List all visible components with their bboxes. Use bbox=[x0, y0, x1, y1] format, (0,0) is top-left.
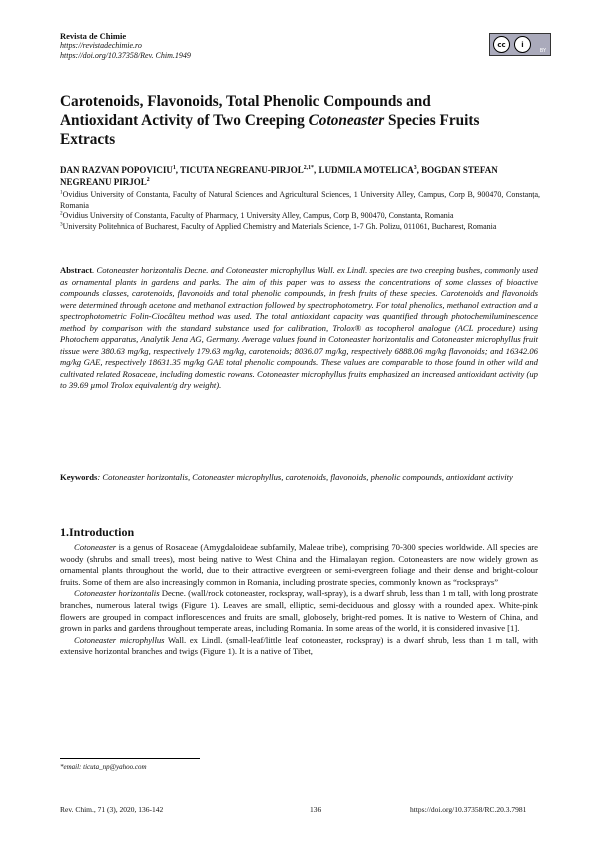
title-part1: Carotenoids, Flavonoids, Total Phenolic Compounds and Antioxidant Activity of Two Creeping bbox=[60, 93, 431, 129]
italic-term: Cotoneaster microphyllus bbox=[74, 634, 165, 645]
aff-sup: 1 bbox=[60, 189, 63, 196]
italic-term: Cotoneaster horizontalis bbox=[74, 588, 160, 599]
journal-name: Revista de Chimie bbox=[60, 31, 127, 41]
intro-body bbox=[60, 542, 538, 658]
aff-sup: 2 bbox=[60, 210, 63, 217]
paper-title bbox=[60, 92, 500, 149]
aff-text: University Politehnica of Bucharest, Faculty of Applied Chemistry and Materials Science, 1-7 Gh. Polizu, 011061, Bucharest, Romania bbox=[62, 221, 497, 231]
title-part2: Species Fruits Extracts bbox=[60, 112, 480, 148]
keywords-text: : Cotoneaster horizontalis, Cotoneaster microphyllus, carotenoids, flavonoids, phenolic compounds, antioxidant activity bbox=[97, 472, 513, 482]
author-sep: , bbox=[175, 165, 181, 175]
title-italic: Cotoneaster bbox=[308, 112, 385, 129]
journal-header bbox=[60, 31, 191, 61]
italic-term: Cotoneaster bbox=[74, 542, 117, 552]
section-heading: 1.Introduction bbox=[60, 525, 135, 539]
journal-doi[interactable]: https://doi.org/10.37358/Rev. Chim.1949 bbox=[60, 51, 191, 60]
author: DAN RAZVAN POPOVICIU bbox=[60, 165, 173, 175]
affiliations bbox=[60, 190, 540, 232]
author-sup: 2 bbox=[146, 177, 150, 183]
paragraph bbox=[60, 635, 538, 658]
aff-text: Ovidius University of Constanta, Faculty of Natural Sciences and Agricultural Sciences, 1 University Alley, Campus, Corp B, 900470, Constanța, Romania bbox=[60, 190, 540, 210]
affiliation bbox=[60, 211, 540, 222]
attribution-icon: i bbox=[514, 36, 531, 53]
cc-icon: cc bbox=[493, 36, 510, 53]
journal-url[interactable]: https://revistadechimie.ro bbox=[60, 41, 142, 50]
keywords-label: Keywords bbox=[60, 472, 98, 482]
cc-license-badge[interactable] bbox=[489, 33, 551, 56]
author: TICUTA NEGREANU-PIRJOL bbox=[180, 165, 304, 175]
author-list bbox=[60, 164, 540, 188]
footer-doi[interactable]: https://doi.org/10.37358/RC.20.3.7981 bbox=[410, 805, 527, 814]
footer-citation: Rev. Chim., 71 (3), 2020, 136-142 bbox=[60, 805, 164, 814]
paragraph-text: Wall. ex Lindl. (small-leaf/little leaf cotoneaster, rockspray) is a dwarf shrub, less than 1 m tall, with extensive horizontal branches and twigs (Figure 1). It is a native of Tibet, bbox=[60, 634, 538, 657]
affiliation bbox=[60, 222, 540, 233]
affiliation bbox=[60, 190, 540, 211]
abstract-text: . Cotoneaster horizontalis Decne. and Cotoneaster microphyllus Wall. ex Lindl. species are two creeping bushes, commonly used as ornamental plants in gardens and parks. The aim of this paper was to assess the concentrations of some classes of bioactive compounds classes, carotenoids, flavonoids and total phenolic compounds, in fresh fruits of these species. Carotenoids and flavonoids were determined through acetone and methanol extraction followed by spectrophotometry. For total phenolics, methanol extraction and a spectrophotometric Folin-Ciocâlteu method was used. The total antioxidant capacity was quantified through photochemiluminescence method by comparison with the standard substance used for calibration, Trolox® as tocopherol analogue (ACL procedure) using Photochem apparatus, Analytik Jena AG, Germany. Average values found in Cotoneaster horizontalis and Cotoneaster microphyllus fruit tissue were 380.63 mg/kg, respectively 179.63 mg/kg, carotenoids; 8036.07 mg/kg, respectively 6888.06 mg/kg flavonoids; and 16342.06 mg/kg GAE, respectively 18631.35 mg/kg GAE total phenolic compounds. These values are comparable to those found in other wild and cultivated related Rosaceae, including domestic rowans. Cotoneaster microphyllus fruits emphasized an increased antioxidant activity (up to 39.69 µmol Trolox equivalent/g dry weight). bbox=[60, 265, 538, 390]
author-sup: 2,1* bbox=[303, 165, 314, 171]
aff-sup: 3 bbox=[60, 221, 63, 228]
keywords bbox=[60, 472, 538, 484]
author-sep: , bbox=[313, 165, 319, 175]
footnote-divider bbox=[60, 758, 200, 759]
page-number: 136 bbox=[310, 805, 322, 814]
abstract bbox=[60, 265, 538, 392]
paragraph bbox=[60, 588, 538, 634]
author-sep: , bbox=[416, 165, 422, 175]
abstract-label: Abstract bbox=[60, 265, 93, 275]
paragraph bbox=[60, 542, 538, 588]
author: BOGDAN STEFAN NEGREANU PIRJOL bbox=[60, 165, 498, 187]
author: LUDMILA MOTELICA bbox=[318, 165, 414, 175]
aff-text: Ovidius University of Constanta, Faculty of Pharmacy, 1 University Alley, Campus, Corp B, 900470, Constanta, Romania bbox=[62, 211, 454, 221]
author-sup: 1 bbox=[172, 165, 176, 171]
by-label: BY bbox=[539, 48, 546, 54]
paragraph-text: is a genus of Rosaceae (Amygdaloideae subfamily, Maleae tribe), comprising 70-300 species worldwide. All species are woody (shrubs and small trees), most being native to West China and the Himalayan region. Cotoneasters are now widely grown as ornamental plants throughout the world, due to their attractive evergreen or semi-evergreen foliage and their dense and bright-colour fruits. Some of them are also increasingly common in Romania, including prostrate species, commonly known as “rocksprays” bbox=[60, 542, 538, 587]
paragraph-text: Decne. (wall/rock cotoneaster, rockspray, wall-spray), is a dwarf shrub, less than 1 m tall, with long prostrate branches, numerous lateral twigs (Figure 1). Leaves are small, elliptic, semi-deciduous and glossy with a rounded apex. White-pink flowers are grouped in compact inflorescences and fruits are small, globosely, bright-red pomes. It is native to Western of China, and grown in parks and gardens throughout temperate areas, including Romania. In some areas of the world, it is considered invasive [1]. bbox=[60, 588, 538, 634]
author-sup: 3 bbox=[413, 165, 417, 171]
footnote: *email: ticuta_np@yahoo.com bbox=[60, 763, 147, 771]
